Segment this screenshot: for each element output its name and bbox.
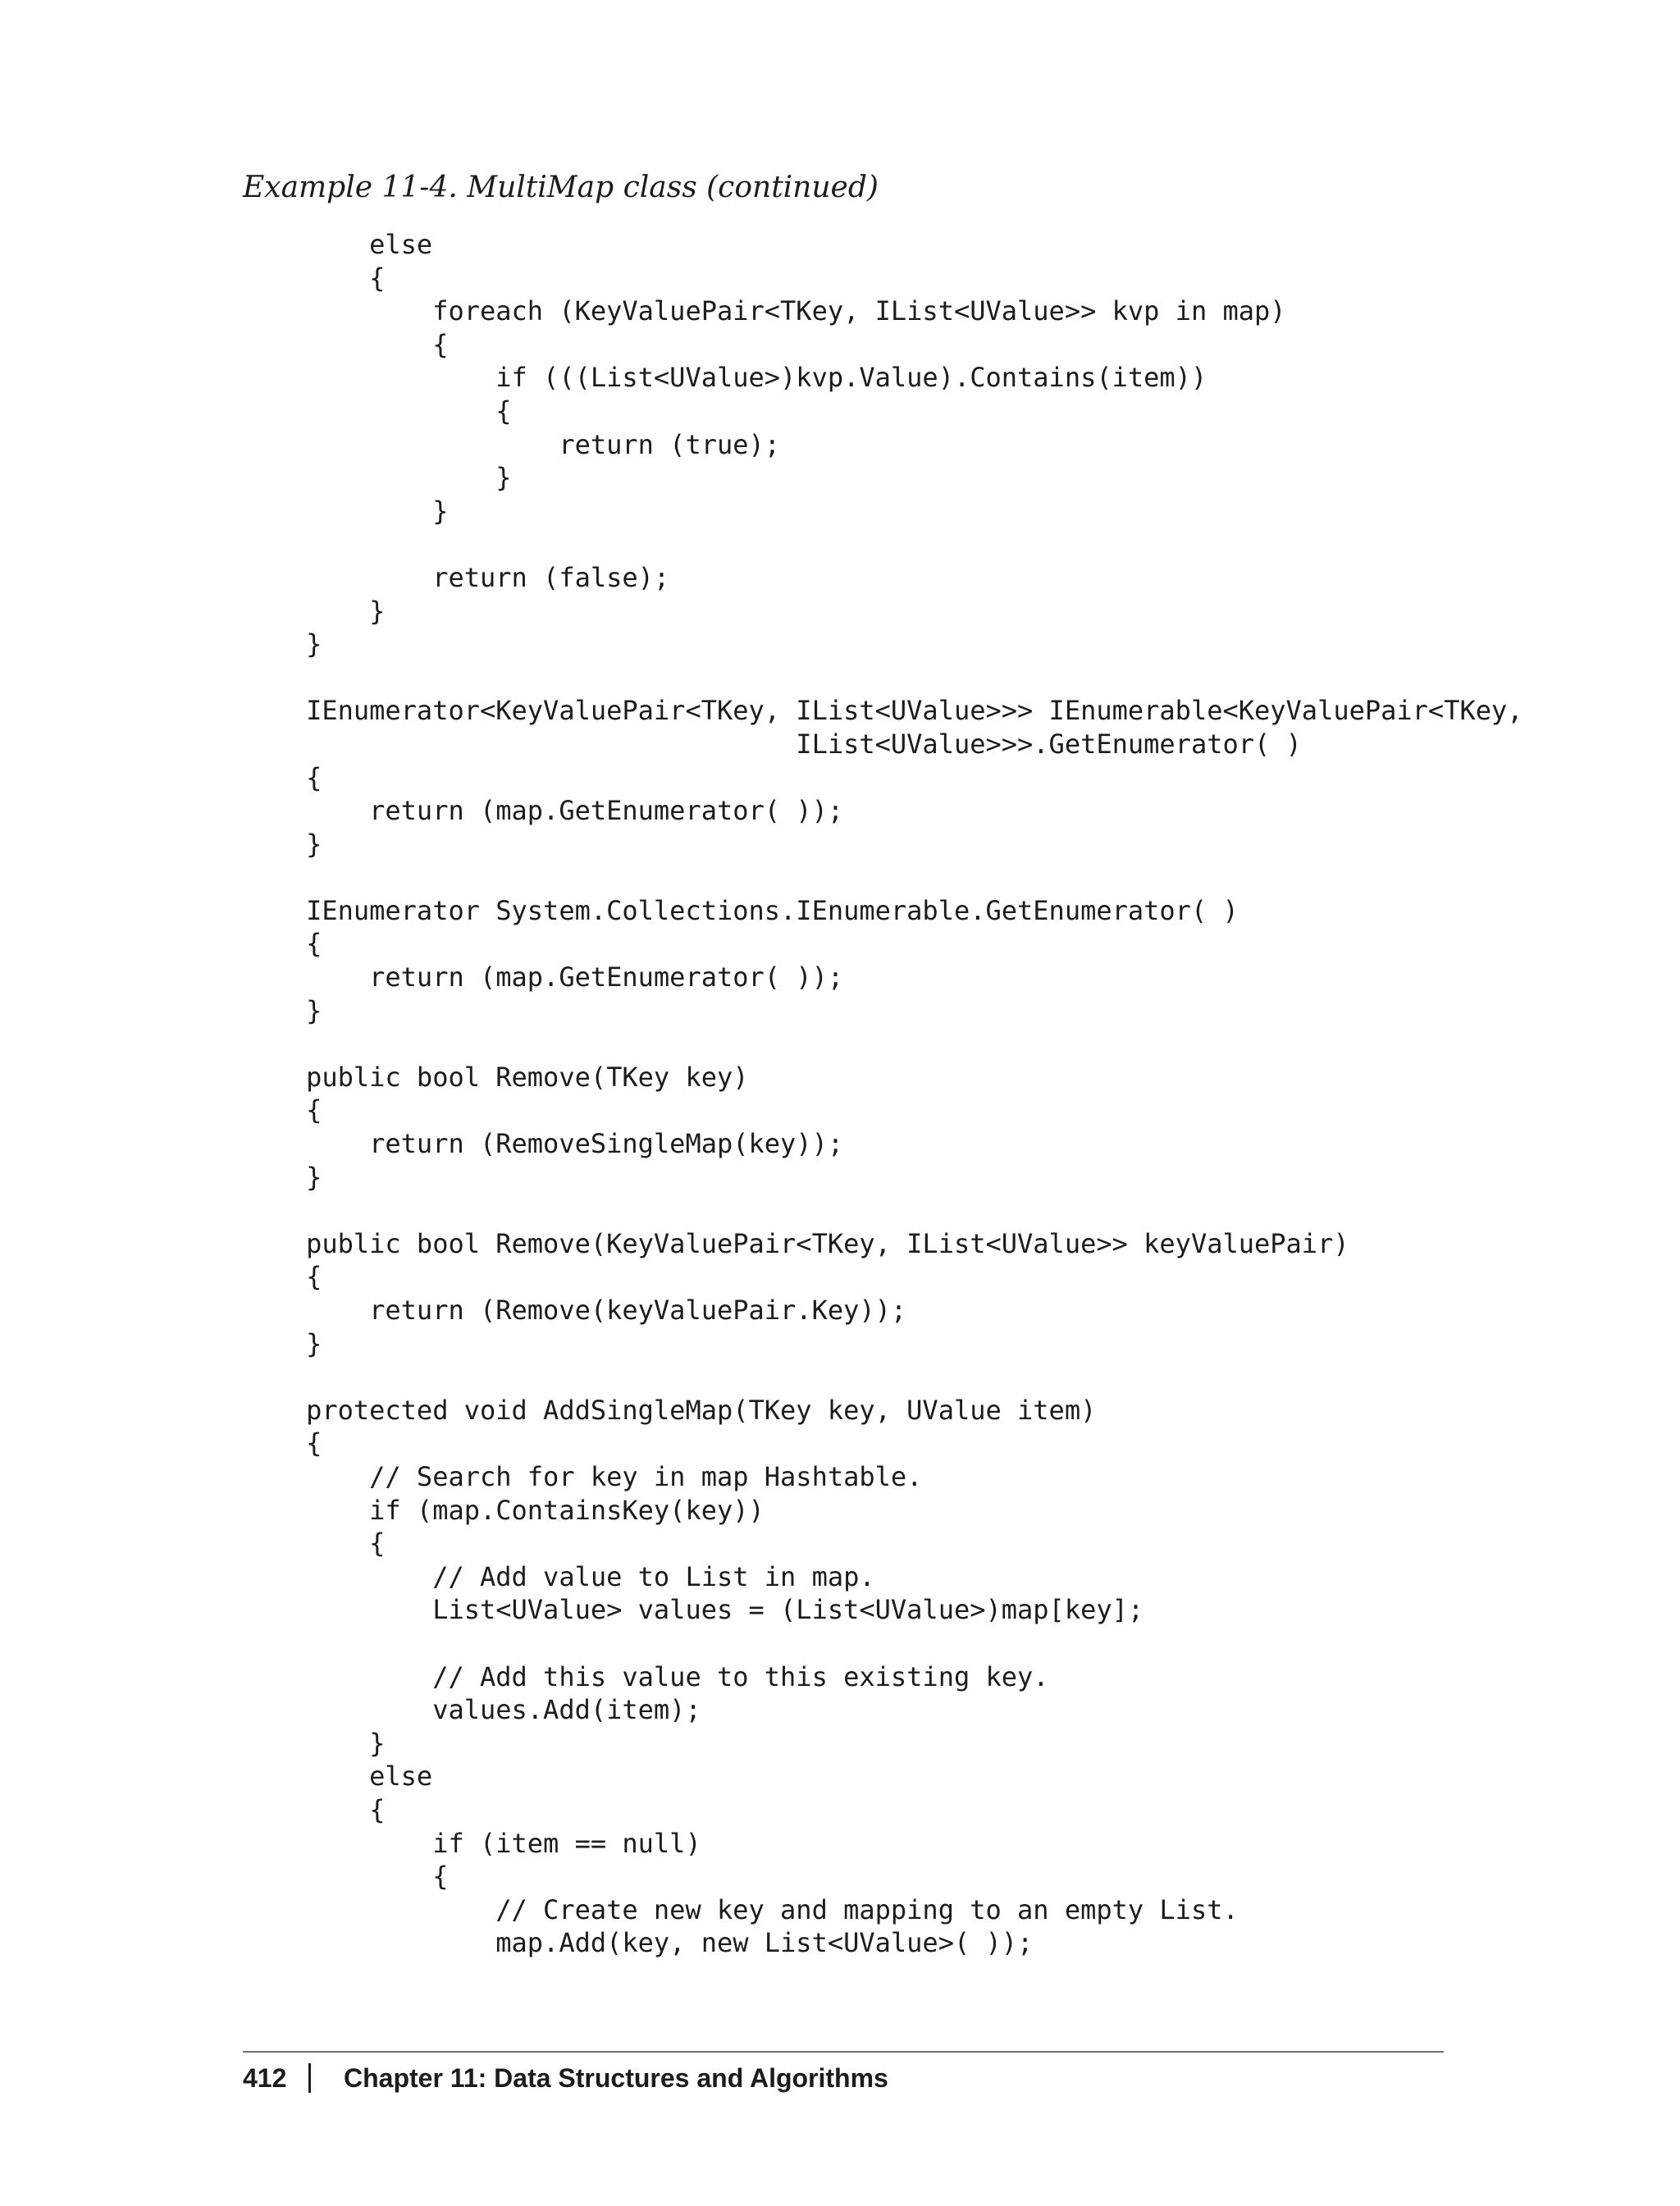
- code-line: [243, 1027, 1523, 1061]
- code-line: IList<UValue>>>.GetEnumerator( ): [243, 728, 1302, 760]
- code-line: }: [243, 1727, 386, 1759]
- code-line: // Add value to List in map.: [243, 1560, 875, 1592]
- code-line: return (map.GetEnumerator( ));: [243, 961, 844, 993]
- code-line: if (((List<UValue>)kvp.Value).Contains(item)): [243, 362, 1208, 394]
- code-line: public bool Remove(KeyValuePair<TKey, IList<UValue>> keyValuePair): [243, 1227, 1349, 1259]
- code-line: public bool Remove(TKey key): [243, 1061, 749, 1093]
- code-line: }: [243, 495, 449, 527]
- code-line: if (item == null): [243, 1827, 701, 1859]
- footer-separator: [308, 2063, 311, 2093]
- code-line: IEnumerator<KeyValuePair<TKey, IList<UValue>>> IEnumerable<KeyValuePair<TKey,: [243, 695, 1523, 727]
- code-line: }: [243, 462, 512, 494]
- code-line: [243, 861, 1523, 894]
- code-line: if (map.ContainsKey(key)): [243, 1494, 765, 1526]
- code-line: {: [243, 328, 449, 360]
- code-line: {: [243, 262, 386, 294]
- code-line: {: [243, 1427, 322, 1459]
- code-line: return (map.GetEnumerator( ));: [243, 795, 844, 827]
- code-line: map.Add(key, new List<UValue>( ));: [243, 1927, 1034, 1959]
- code-line: return (false);: [243, 561, 670, 593]
- code-line: }: [243, 1161, 322, 1193]
- code-line: [243, 1627, 1523, 1660]
- code-line: [243, 1360, 1523, 1394]
- code-line: else: [243, 229, 433, 260]
- code-line: {: [243, 1861, 449, 1893]
- code-line: [243, 661, 1523, 695]
- code-line: }: [243, 828, 322, 860]
- code-line: }: [243, 994, 322, 1026]
- code-line: return (true);: [243, 428, 781, 460]
- code-line: [243, 1194, 1523, 1227]
- code-line: else: [243, 1761, 433, 1793]
- code-line: {: [243, 1261, 322, 1293]
- code-line: {: [243, 761, 322, 793]
- code-listing: [243, 228, 1523, 1960]
- code-line: // Create new key and mapping to an empty List.: [243, 1893, 1239, 1925]
- code-line: return (RemoveSingleMap(key));: [243, 1128, 844, 1160]
- code-line: foreach (KeyValuePair<TKey, IList<UValue>> kvp in map): [243, 295, 1286, 327]
- code-line: // Add this value to this existing key.: [243, 1660, 1049, 1692]
- code-line: protected void AddSingleMap(TKey key, UValue item): [243, 1394, 1097, 1426]
- page-number: 412: [243, 2062, 287, 2093]
- code-line: values.Add(item);: [243, 1694, 701, 1726]
- code-line: {: [243, 395, 512, 427]
- code-line: List<UValue> values = (List<UValue>)map[key];: [243, 1594, 1144, 1626]
- chapter-title: Chapter 11: Data Structures and Algorithms: [344, 2062, 888, 2093]
- code-line: {: [243, 1793, 386, 1825]
- code-line: {: [243, 928, 322, 960]
- code-line: }: [243, 1327, 322, 1359]
- code-line: {: [243, 1528, 386, 1560]
- example-caption: Example 11-4. MultiMap class (continued): [243, 171, 879, 204]
- code-line: {: [243, 1094, 322, 1126]
- code-line: return (Remove(keyValuePair.Key));: [243, 1295, 907, 1326]
- code-line: }: [243, 595, 386, 627]
- code-line: [243, 528, 1523, 561]
- footer-rule: [243, 2051, 1444, 2053]
- code-line: // Search for key in map Hashtable.: [243, 1460, 923, 1492]
- code-line: }: [243, 628, 322, 660]
- page-footer: [243, 2059, 888, 2097]
- code-line: IEnumerator System.Collections.IEnumerable.GetEnumerator( ): [243, 894, 1239, 926]
